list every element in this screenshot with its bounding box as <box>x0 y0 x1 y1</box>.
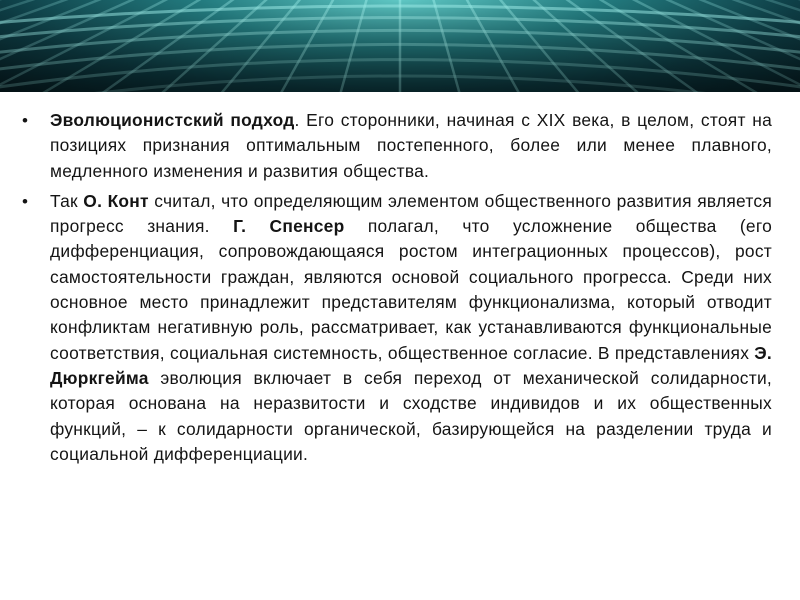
name-spencer: Г. Спенсер <box>233 216 345 237</box>
name-durkheim: Э. Дюркгейма <box>50 342 772 388</box>
name-comte: О. Конт <box>83 190 149 211</box>
paragraph-thinkers <box>20 189 772 467</box>
grid-pattern <box>0 0 800 92</box>
paragraph-text: считал, что определяющим элементом общественного развития является прогресс знания. <box>50 190 772 237</box>
paragraph-text: эволюция включает в себя переход от механической солидарности, которая основана на неразвитости и сходстве индивидов и их общественных функций, – к солидарности органической, базирующейся на разделении труда и социальной дифференциации. <box>50 367 772 464</box>
paragraph-evolutionist-approach <box>20 108 772 184</box>
decorative-banner <box>0 0 800 92</box>
paragraph-text: Так <box>50 190 84 211</box>
slide-body <box>20 108 772 472</box>
term-evolutionist-approach: Эволюционистский подход <box>50 110 295 130</box>
bullet-icon: • <box>22 191 29 211</box>
paragraph-text: . Его сторонники, начиная с XIX века, в целом, стоят на позициях признания оптимальным постепенного, более или менее плавного, медленного изменения и развития общества. <box>50 110 772 181</box>
paragraph-text: полагал, что усложнение общества (его дифференциация, сопровождающаяся ростом интеграционных процессов), рост самостоятельности граждан, являются основой социального прогресса. Среди них основное место принадлежит представителям функционализма, который отводит конфликтам негативную роль, рассматривает, как устанавливаются функциональные соответствия, социальная системность, общественное согласие. В представлениях <box>50 216 772 363</box>
bullet-icon: • <box>22 111 29 130</box>
